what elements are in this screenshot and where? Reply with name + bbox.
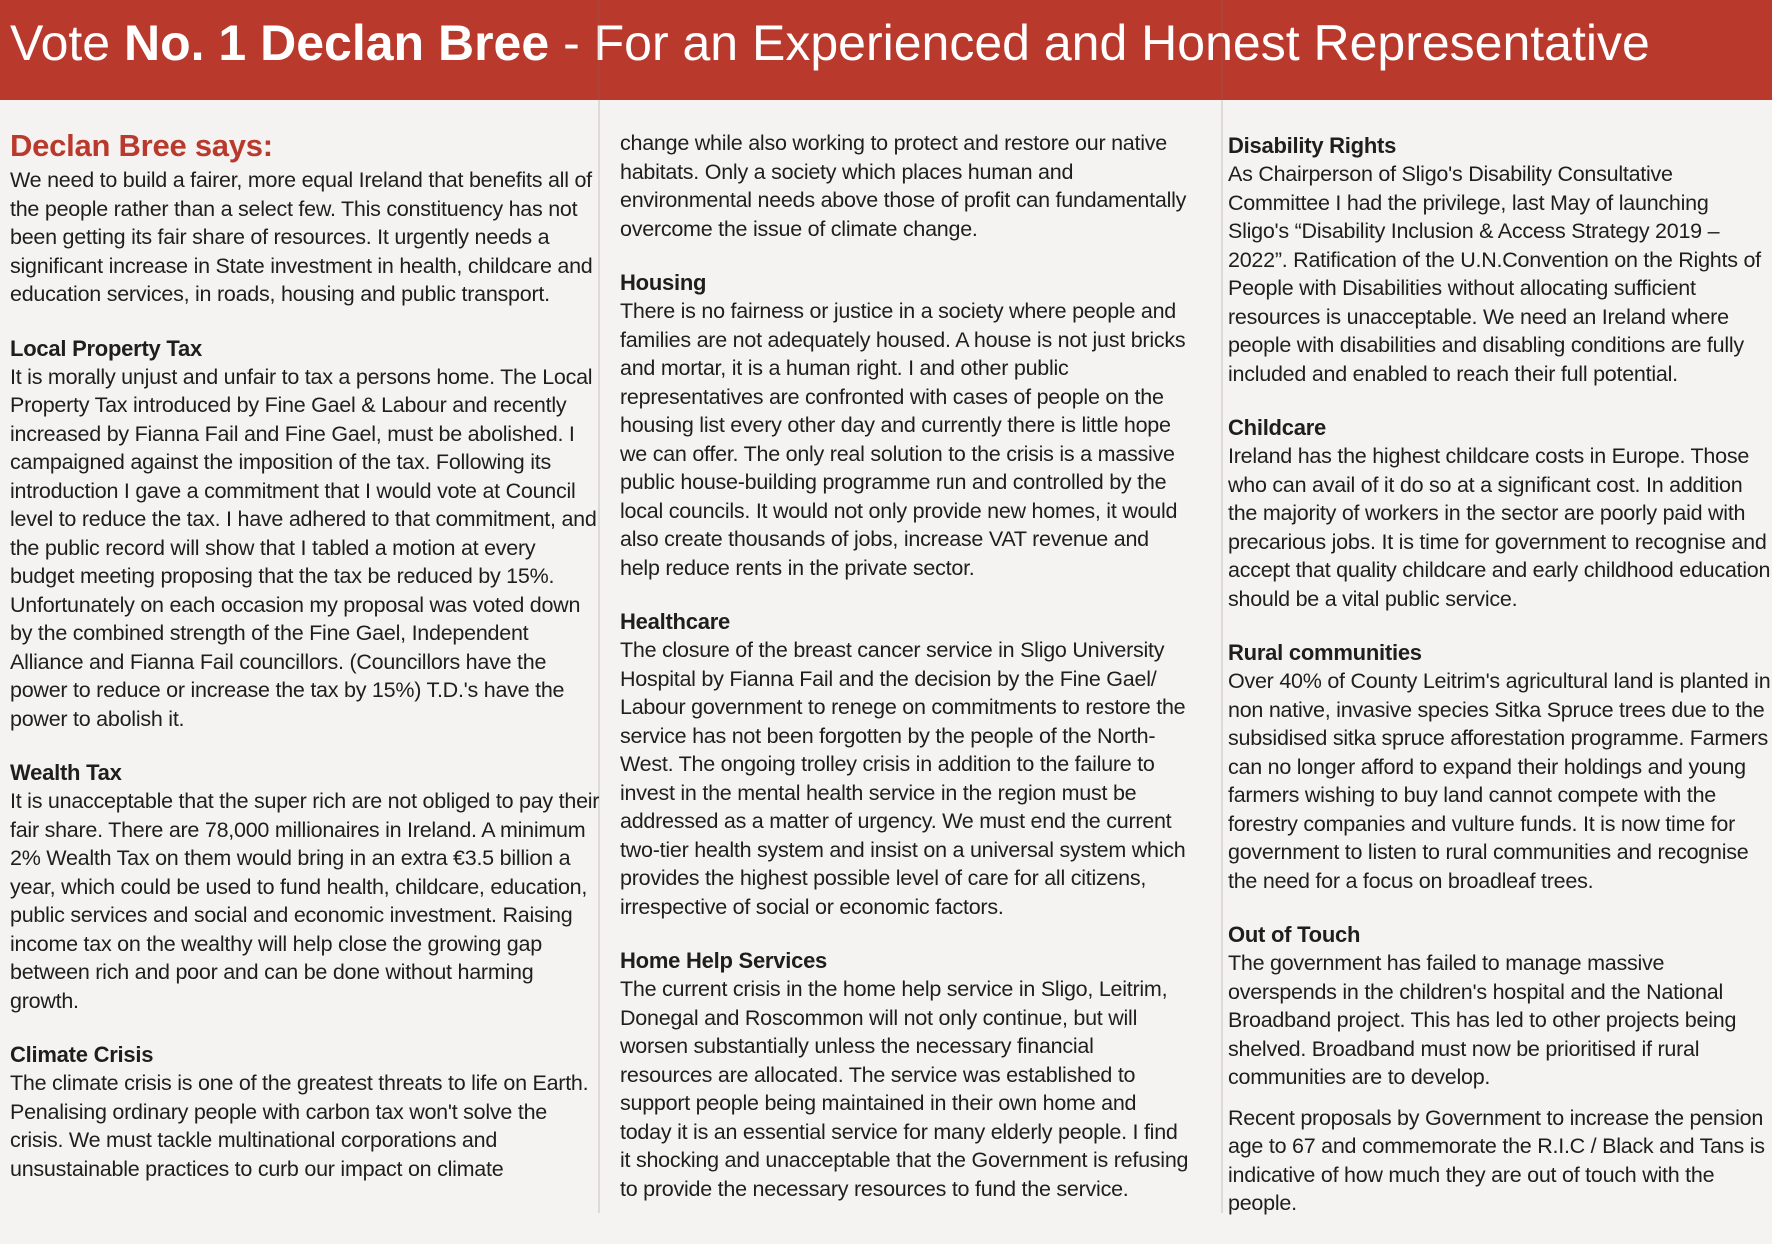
section-text-childcare: Ireland has the highest childcare costs in Europe. Those who can avail of it do so at a significant cost. In addition the majority of workers in the sector are poorly paid with precarious jobs. It is time for government to recognise and accept that quality childcare and early childhood education should be a vital public service. <box>1228 444 1771 611</box>
section-title-healthcare: Healthcare <box>620 609 731 634</box>
column-right <box>1228 132 1772 1244</box>
section-title-wealth-tax: Wealth Tax <box>10 760 122 785</box>
intro-text: We need to build a fairer, more equal Ireland that benefits all of the people rather than a select few. This constituency has not been getting its fair share of resources. It urgently needs a significant increase in State investment in health, childcare and education services, in roads, housing and public transport. <box>10 168 593 306</box>
section-text-climate-part1: The climate crisis is one of the greatest threats to life on Earth. Penalising ordinary people with carbon tax won't solve the crisis. We must tackle multinational corporations and unsustainable practices to curb our impact on climate <box>10 1071 589 1181</box>
fold-line-right <box>1221 0 1223 1213</box>
section-text-wealth-tax: It is unacceptable that the super rich are not obliged to pay their fair share. There are 78,000 millionaires in Ireland. A minimum 2% Wealth Tax on them would bring in an extra €3.5 billion a year, which could be used to fund health, childcare, education, public services and social and economic investment. Raising income tax on the wealthy will help close the growing gap between rich and poor and can be done without harming growth. <box>10 789 600 1013</box>
campaign-banner <box>0 0 1772 100</box>
section-text-property-tax: It is morally unjust and unfair to tax a persons home. The Local Property Tax introduced by Fine Gael & Labour and recently increased by Fianna Fail and Fine Gael, must be abolished. I campaigned against the imposition of the tax. Following its introduction I gave a commitment that I would vote at Council level to reduce the tax. I have adhered to that commitment, and the public record will show that I tabled a motion at every budget meeting proposing that the tax be reduced by 15%. Unfortunately on each occasion my proposal was voted down by the combined strength of the Fine Gael, Independent Alliance and Fianna Fail councillors. (Councillors have the power to reduce or increase the tax by 15%) T.D.'s have the power to abolish it. <box>10 364 597 731</box>
banner-candidate-name: No. 1 Declan Bree <box>124 15 550 71</box>
section-text-disability: As Chairperson of Sligo's Disability Consultative Committee I had the privilege, last May of launching Sligo's “Disability Inclusion & Access Strategy 2019 – 2022”. Ratification of the U.N.Convention on the Rights of People with Disabilities without allocating sufficient resources is unacceptable. We need an Ireland where people with disabilities and disabling conditions are fully included and enabled to reach their full potential. <box>1228 162 1761 386</box>
section-text-home-help: The current crisis in the home help service in Sligo, Leitrim, Donegal and Roscommon will not only continue, but will worsen substantially unless the necessary financial resources are allocated. The service was established to support people being maintained in their own home and today it is an essential service for many elderly people. I find it shocking and unacceptable that the Government is refusing to provide the necessary resources to fund the service. <box>620 977 1189 1201</box>
section-text-out-of-touch-2: Recent proposals by Government to increase the pension age to 67 and commemorate the R.I.C / Black and Tans is indicative of how much they are out of touch with the people. <box>1228 1105 1765 1215</box>
intro-heading: Declan Bree says: <box>10 128 273 163</box>
banner-vote-text: Vote <box>10 15 124 71</box>
section-title-housing: Housing <box>620 270 707 295</box>
column-left <box>10 118 600 1209</box>
section-text-climate-part2: change while also working to protect and restore our native habitats. Only a society which places human and environmental needs above those of profit can fundamentally overcome the issue of climate change. <box>620 131 1187 241</box>
section-text-rural: Over 40% of County Leitrim's agricultural land is planted in non native, invasive species Sitka Spruce trees due to the subsidised sitka spruce afforestation programme. Farmers can no longer afford to expand their holdings and young farmers wishing to buy land cannot compete with the forestry companies and vulture funds. It is now time for government to listen to rural communities and recognise the need for a focus on broadleaf trees. <box>1228 669 1771 893</box>
section-title-rural: Rural communities <box>1228 640 1422 665</box>
banner-tagline: - For an Experienced and Honest Representative <box>549 15 1650 71</box>
section-title-property-tax: Local Property Tax <box>10 335 202 361</box>
column-middle <box>620 129 1190 1229</box>
section-text-healthcare: The closure of the breast cancer service in Sligo University Hospital by Fianna Fail and the decision by the Fine Gael/ Labour government to renege on commitments to restore the service has not been forgotten by the people of the North-West. The ongoing trolley crisis in addition to the failure to invest in the mental health service in the region must be addressed as a matter of urgency. We must end the current two-tier health system and insist on a universal system which provides the highest possible level of care for all citizens, irrespective of social or economic factors. <box>620 638 1186 919</box>
section-text-out-of-touch: The government has failed to manage massive overspends in the children's hospital and the National Broadband project. This has led to other projects being shelved. Broadband must now be prioritised if rural communities are to develop. <box>1228 951 1737 1089</box>
section-title-out-of-touch: Out of Touch <box>1228 922 1361 947</box>
section-title-disability: Disability Rights <box>1228 133 1397 158</box>
section-title-climate: Climate Crisis <box>10 1042 154 1067</box>
section-title-home-help: Home Help Services <box>620 948 828 973</box>
section-title-childcare: Childcare <box>1228 415 1327 440</box>
section-text-housing: There is no fairness or justice in a society where people and families are not adequately housed. A house is not just bricks and mortar, it is a human right. I and other public representatives are confronted with cases of people on the housing list every other day and currently there is little hope we can offer. The only real solution to the crisis is a massive public house-building programme run and controlled by the local councils. It would not only provide new homes, it would also create thousands of jobs, increase VAT revenue and help reduce rents in the private sector. <box>620 299 1186 580</box>
